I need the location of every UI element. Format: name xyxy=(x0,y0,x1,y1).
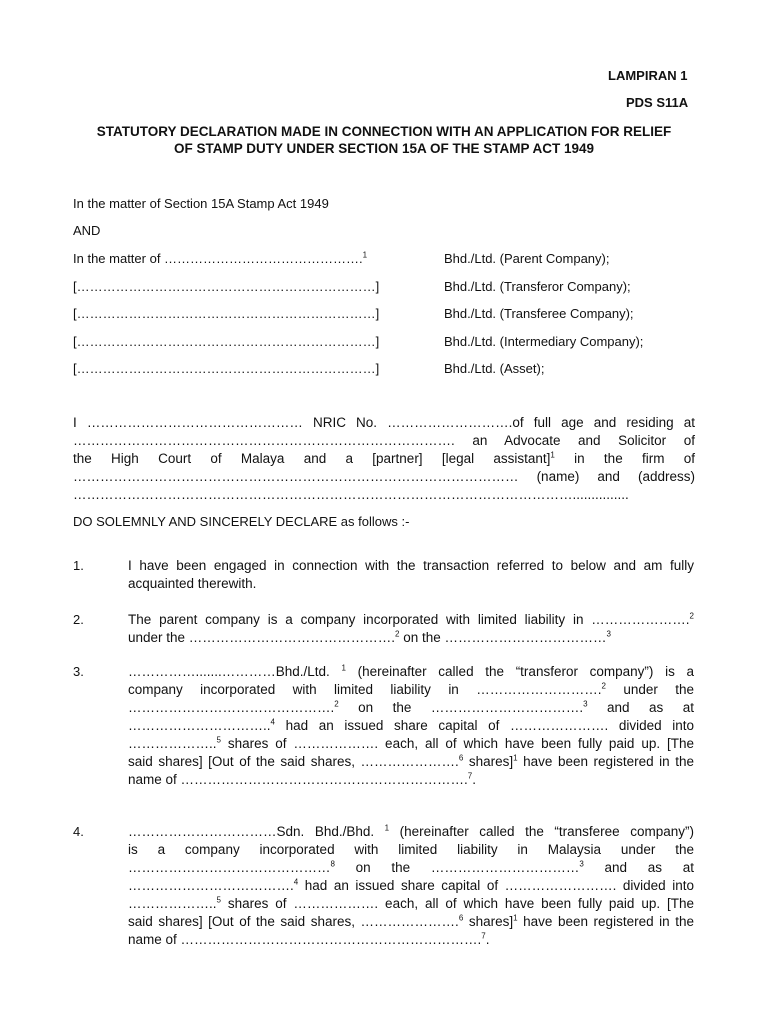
footnote-marker: 5 xyxy=(216,895,221,905)
declarant-line: ……………………………………………………………………………………… (name) and (address) xyxy=(73,469,695,484)
declarant-line xyxy=(73,451,695,466)
paragraph-line xyxy=(128,754,694,769)
transferor-company-label: Bhd./Ltd. (Transferor Company); xyxy=(444,279,631,294)
paragraph-text: shares of ………………. each, all of which have been fully paid up. [The xyxy=(220,736,694,751)
declarant-text: the High Court of Malaya and a [partner] [legal assistant] xyxy=(73,451,551,466)
matter-row-left xyxy=(73,251,367,266)
paragraph-text: on the …………………………… xyxy=(334,860,580,875)
declarant-line: …………………………………………………………………………. an Advocate and Solicitor of xyxy=(73,433,695,448)
paragraph-text: under the ………………………………………. xyxy=(128,630,396,645)
paragraph-text: and as at xyxy=(587,700,694,715)
paragraph-line xyxy=(128,682,694,697)
paragraph-line xyxy=(128,824,694,839)
paragraph-number: 4. xyxy=(73,824,84,839)
paragraph-text: on the ……………………………. xyxy=(338,700,584,715)
paragraph-text: . xyxy=(485,932,490,947)
paragraph-number: 1. xyxy=(73,558,84,573)
footnote-marker: 7 xyxy=(467,771,473,781)
paragraph-line xyxy=(128,772,476,787)
footnote-marker: 1 xyxy=(341,663,346,673)
paragraph-text: had an issued share capital of …………………. divided into xyxy=(274,718,694,733)
paragraph-text: on the ……………………………… xyxy=(399,630,607,645)
paragraph-text: …………….......…………Bhd./Ltd. xyxy=(128,664,342,679)
footnote-marker: 6 xyxy=(458,913,464,923)
footnote-marker: 2 xyxy=(334,699,339,709)
paragraph-text: ………………………….. xyxy=(128,718,271,733)
declarant-line: I ………………………………………… NRIC No. ……………………….of full age and residing at xyxy=(73,415,695,430)
footnote-marker: 1 xyxy=(513,913,518,923)
paragraph-text: and as at xyxy=(583,860,694,875)
paragraph-line xyxy=(128,630,611,645)
footnote-marker: 2 xyxy=(395,629,400,639)
paragraph-text: name of ………………………………………………………. xyxy=(128,772,468,787)
paragraph-text: name of …………………………………………………………. xyxy=(128,932,482,947)
footnote-marker: 1 xyxy=(550,450,555,460)
matter-row-left: [……………………………………………………………] xyxy=(73,361,380,376)
footnote-marker: 8 xyxy=(330,859,335,869)
paragraph-line: I have been engaged in connection with the transaction referred to below and am fully xyxy=(128,558,694,573)
paragraph-line xyxy=(128,664,694,679)
document-title-line1: STATUTORY DECLARATION MADE IN CONNECTION WITH AN APPLICATION FOR RELIEF xyxy=(96,124,672,139)
footnote-marker: 1 xyxy=(513,753,518,763)
solemn-declaration: DO SOLEMNLY AND SINCERELY DECLARE as follows :- xyxy=(73,514,410,529)
paragraph-text: The parent company is a company incorporated with limited liability in …………………. xyxy=(128,612,690,627)
paragraph-line xyxy=(128,914,694,929)
footnote-marker: 2 xyxy=(601,681,606,691)
matter-line: In the matter of Section 15A Stamp Act 1949 xyxy=(73,196,329,211)
transferee-company-label: Bhd./Ltd. (Transferee Company); xyxy=(444,306,634,321)
paragraph-line xyxy=(128,612,694,627)
paragraph-line: is a company incorporated with limited liability in Malaysia under the xyxy=(128,842,694,857)
paragraph-line xyxy=(128,718,694,733)
paragraph-text: . xyxy=(472,772,476,787)
paragraph-line xyxy=(128,860,694,875)
matter-row-left: [……………………………………………………………] xyxy=(73,279,380,294)
paragraph-text: company incorporated with limited liability in ………………………. xyxy=(128,682,602,697)
paragraph-text: under the xyxy=(605,682,694,697)
lampiran-label: LAMPIRAN 1 xyxy=(608,68,688,83)
paragraph-line xyxy=(128,896,694,911)
form-code: PDS S11A xyxy=(626,95,689,110)
footnote-marker: 7 xyxy=(481,931,486,941)
asset-label: Bhd./Ltd. (Asset); xyxy=(444,361,545,376)
paragraph-text: had an issued share capital of ……………………. divided into xyxy=(298,878,694,893)
paragraph-text: ……………….. xyxy=(128,736,217,751)
paragraph-text: ……………………………………… xyxy=(128,860,331,875)
declarant-text: in the firm of xyxy=(554,451,696,466)
parent-company-label: Bhd./Ltd. (Parent Company); xyxy=(444,251,610,266)
paragraph-text: (hereinafter called the “transferee company”) xyxy=(389,824,694,839)
footnote-marker: 1 xyxy=(384,823,390,833)
paragraph-text: ……………….. xyxy=(128,896,217,911)
declarant-line: …………………………………………………………………………………………………............... xyxy=(73,487,629,502)
paragraph-text: (hereinafter called the “transferor company”) is a xyxy=(345,664,694,679)
footnote-marker: 4 xyxy=(293,877,299,887)
footnote-marker: 6 xyxy=(458,753,464,763)
paragraph-text: have been registered in the xyxy=(517,754,694,769)
paragraph-text: shares] xyxy=(463,754,514,769)
footnote-marker: 3 xyxy=(579,859,584,869)
paragraph-text: said shares] [Out of the said shares, …………………. xyxy=(128,754,459,769)
footnote-marker: 3 xyxy=(583,699,588,709)
paragraph-line xyxy=(128,736,694,751)
paragraph-text: ………………………………. xyxy=(128,878,294,893)
matter-row-text: In the matter of ………………………………………. xyxy=(73,251,363,266)
matter-row-left: [……………………………………………………………] xyxy=(73,334,380,349)
paragraph-text: shares] xyxy=(463,914,514,929)
footnote-marker: 3 xyxy=(606,629,611,639)
footnote-marker: 2 xyxy=(689,611,694,621)
matter-row-left: [……………………………………………………………] xyxy=(73,306,380,321)
paragraph-number: 2. xyxy=(73,612,84,627)
paragraph-text: said shares] [Out of the said shares, …………………. xyxy=(128,914,459,929)
paragraph-text: have been registered in the xyxy=(517,914,694,929)
paragraph-line xyxy=(128,700,694,715)
paragraph-text: ……………………………Sdn. Bhd./Bhd. xyxy=(128,824,385,839)
and-label: AND xyxy=(73,223,101,238)
paragraph-text: ………………………………………. xyxy=(128,700,335,715)
footnote-marker: 1 xyxy=(362,250,368,260)
paragraph-number: 3. xyxy=(73,664,84,679)
paragraph-line xyxy=(128,932,490,947)
intermediary-company-label: Bhd./Ltd. (Intermediary Company); xyxy=(444,334,644,349)
footnote-marker: 4 xyxy=(270,717,275,727)
document-title-line2: OF STAMP DUTY UNDER SECTION 15A OF THE STAMP ACT 1949 xyxy=(173,141,595,156)
paragraph-line: acquainted therewith. xyxy=(128,576,257,591)
paragraph-line xyxy=(128,878,694,893)
footnote-marker: 5 xyxy=(216,735,221,745)
paragraph-text: shares of ………………. each, all of which have been fully paid up. [The xyxy=(220,896,694,911)
